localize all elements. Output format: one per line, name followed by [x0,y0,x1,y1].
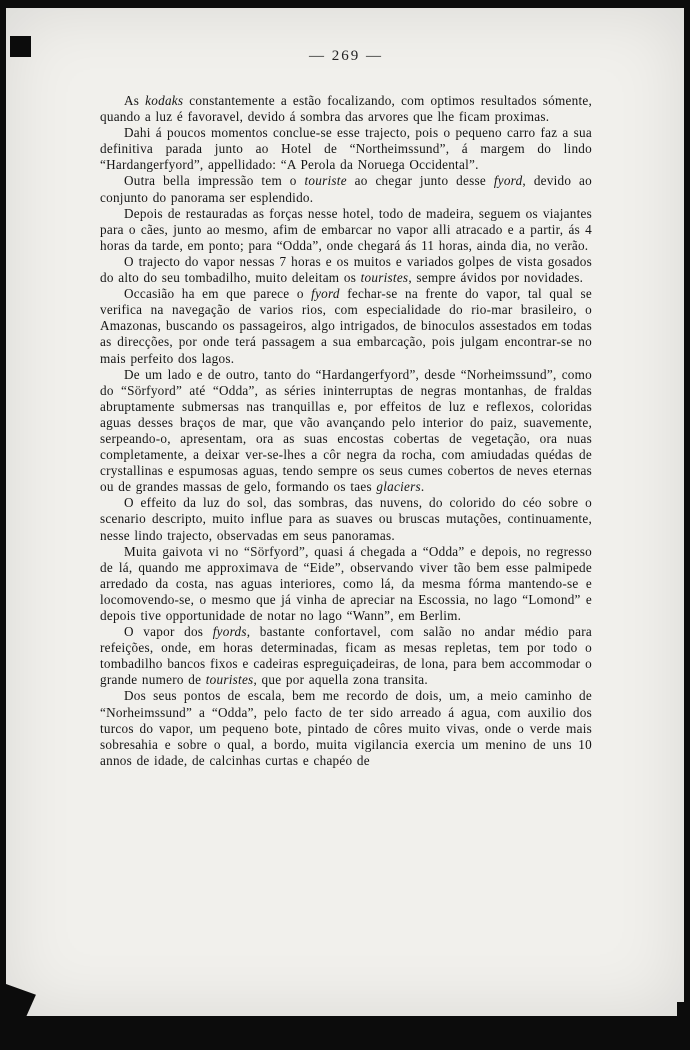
paper [6,8,684,1016]
text-run: , bastante confortavel, com salão no andar médio para refeições, onde, em horas determinadas, ficam as mesas repletas, tem por todo o tombadilho bancos fixos e cadeiras espreguiçadeiras, de lona, para bem accommodar o grande numero de [100,624,592,688]
text-run: fechar-se na frente do vapor, tal qual se verifica na navegação de varios rios, com especialidade do rio-mar brasileiro, o Amazonas, buscando os passageiros, algo intrigados, de binoculos assestados em todas as direcções, por onde terá passagem a sua embarcação, pois julgam encontrar-se no mais perfeito dos lagos. [100,286,592,366]
paragraph [100,624,592,688]
text-run: Outra bella impressão tem o [124,173,305,189]
page-number: — 269 — [309,48,383,64]
paragraph [100,367,592,496]
text-run: Depois de restauradas as forças nesse hotel, todo de madeira, seguem os viajantes para o cães, junto ao mesmo, afim de embarcar no vapor alli atracado e a partir, ás 4 horas da tarde, em ponto; para “Odda”, onde chegará ás 11 horas, ainda dia, no verão. [100,205,592,253]
text-run: As [124,93,146,108]
text-run: , devido ao conjunto do panorama ser esplendido. [100,173,593,205]
scan-artifact-bottom-right [677,1002,690,1026]
text-run: , sempre ávidos por novidades. [408,270,584,286]
text-run: , que por aquella zona transita. [253,672,428,688]
italic-word: fyords [212,624,247,640]
paragraph [100,688,592,768]
italic-word: touristes [205,672,254,688]
text-run: De um lado e de outro, tanto do “Hardangerfyord”, desde “Norheimssund”, como do “Sörfyord” até “Odda”, as séries ininterruptas de negras montanhas, de fraldas abruptamente submersas nas tranquillas e, por effeitos de luz e reflexos, coloridas aguas desses braços de mar, que vão avançando pelo interior do paiz, suavemente, serpeando-o, apresentam, ora as suas encostas cobertas de vegetação, ora nuas completamente, a deixar ver-se-lhes a côr negra da rocha, com amiudadas quédas de crystallinas e espumosas aguas, tendo sempre os seus cumes cobertos de neves eternas ou de grandes massas de gelo, formando os taes [100,366,592,495]
italic-word: kodaks [145,93,184,108]
paragraph [100,173,592,205]
text-run: Dahi á poucos momentos conclue-se esse trajecto, pois o pequeno carro faz a sua definitiva parada junto ao Hotel de “Northeimssund”, á margem do lindo “Hardangerfyord”, appellidado: “A Perola da Noruega Occidental”. [100,125,592,173]
text-block [100,93,592,769]
italic-word: fyord [493,173,523,189]
paragraph [100,93,592,125]
paragraph [100,254,592,286]
text-run: Occasião ha em que parece o [124,286,312,302]
italic-word: touristes [360,270,409,286]
italic-word: glaciers [376,479,421,495]
text-run: Muita gaivota vi no “Sörfyord”, quasi á chegada a “Odda” e depois, no regresso de lá, quando me approximava de “Eide”, observando viver tão bem esse palmipede arredado da costa, nas aguas interiores, como lá, da mesma fórma mantendo-se e locomovendo-se, o mesmo que já vinha de apreciar na Escossia, no lago “Lomond” e depois tive opportunidade de notar no lago “Wann”, em Berlim. [100,543,592,623]
text-run: . [420,479,425,495]
text-run: constantemente a estão focalizando, com optimos resultados sómente, quando a luz é favoravel, devido á sombra das arvores que lhe ficam proximas. [100,93,593,125]
paragraph [100,544,592,624]
paragraph [100,125,592,173]
text-run: O effeito da luz do sol, das sombras, das nuvens, do colorido do céo sobre o scenario descripto, muito influe para as suaves ou bruscas mutações, continuamente, nesse lindo trajecto, observadas em seus panoramas. [100,495,592,543]
italic-word: fyord [311,286,340,302]
text-run: ao chegar junto desse [346,173,494,189]
text-run: Dos seus pontos de escala, bem me recordo de dois, um, a meio caminho de “Norheimssund” a “Odda”, pelo facto de ter sido arreado á agua, com auxilio dos turcos do vapor, um pequeno bote, pintado de côres muito vivas, onde o verde mais sobresahia e sobre o qual, a bordo, muita vigilancia exercia um menino de uns 10 annos de idade, de calcinhas curtas e chapéo de [100,688,592,768]
text-run: O vapor dos [124,624,213,640]
text-run: O trajecto do vapor nessas 7 horas e os muitos e variados golpes de vista gosados do alto do seu tombadilho, muito deleitam os [100,253,592,286]
paragraph [100,206,592,254]
scan-artifact-top-left [10,36,31,57]
paragraph [100,286,592,366]
paragraph [100,495,592,543]
italic-word: touriste [304,173,347,189]
